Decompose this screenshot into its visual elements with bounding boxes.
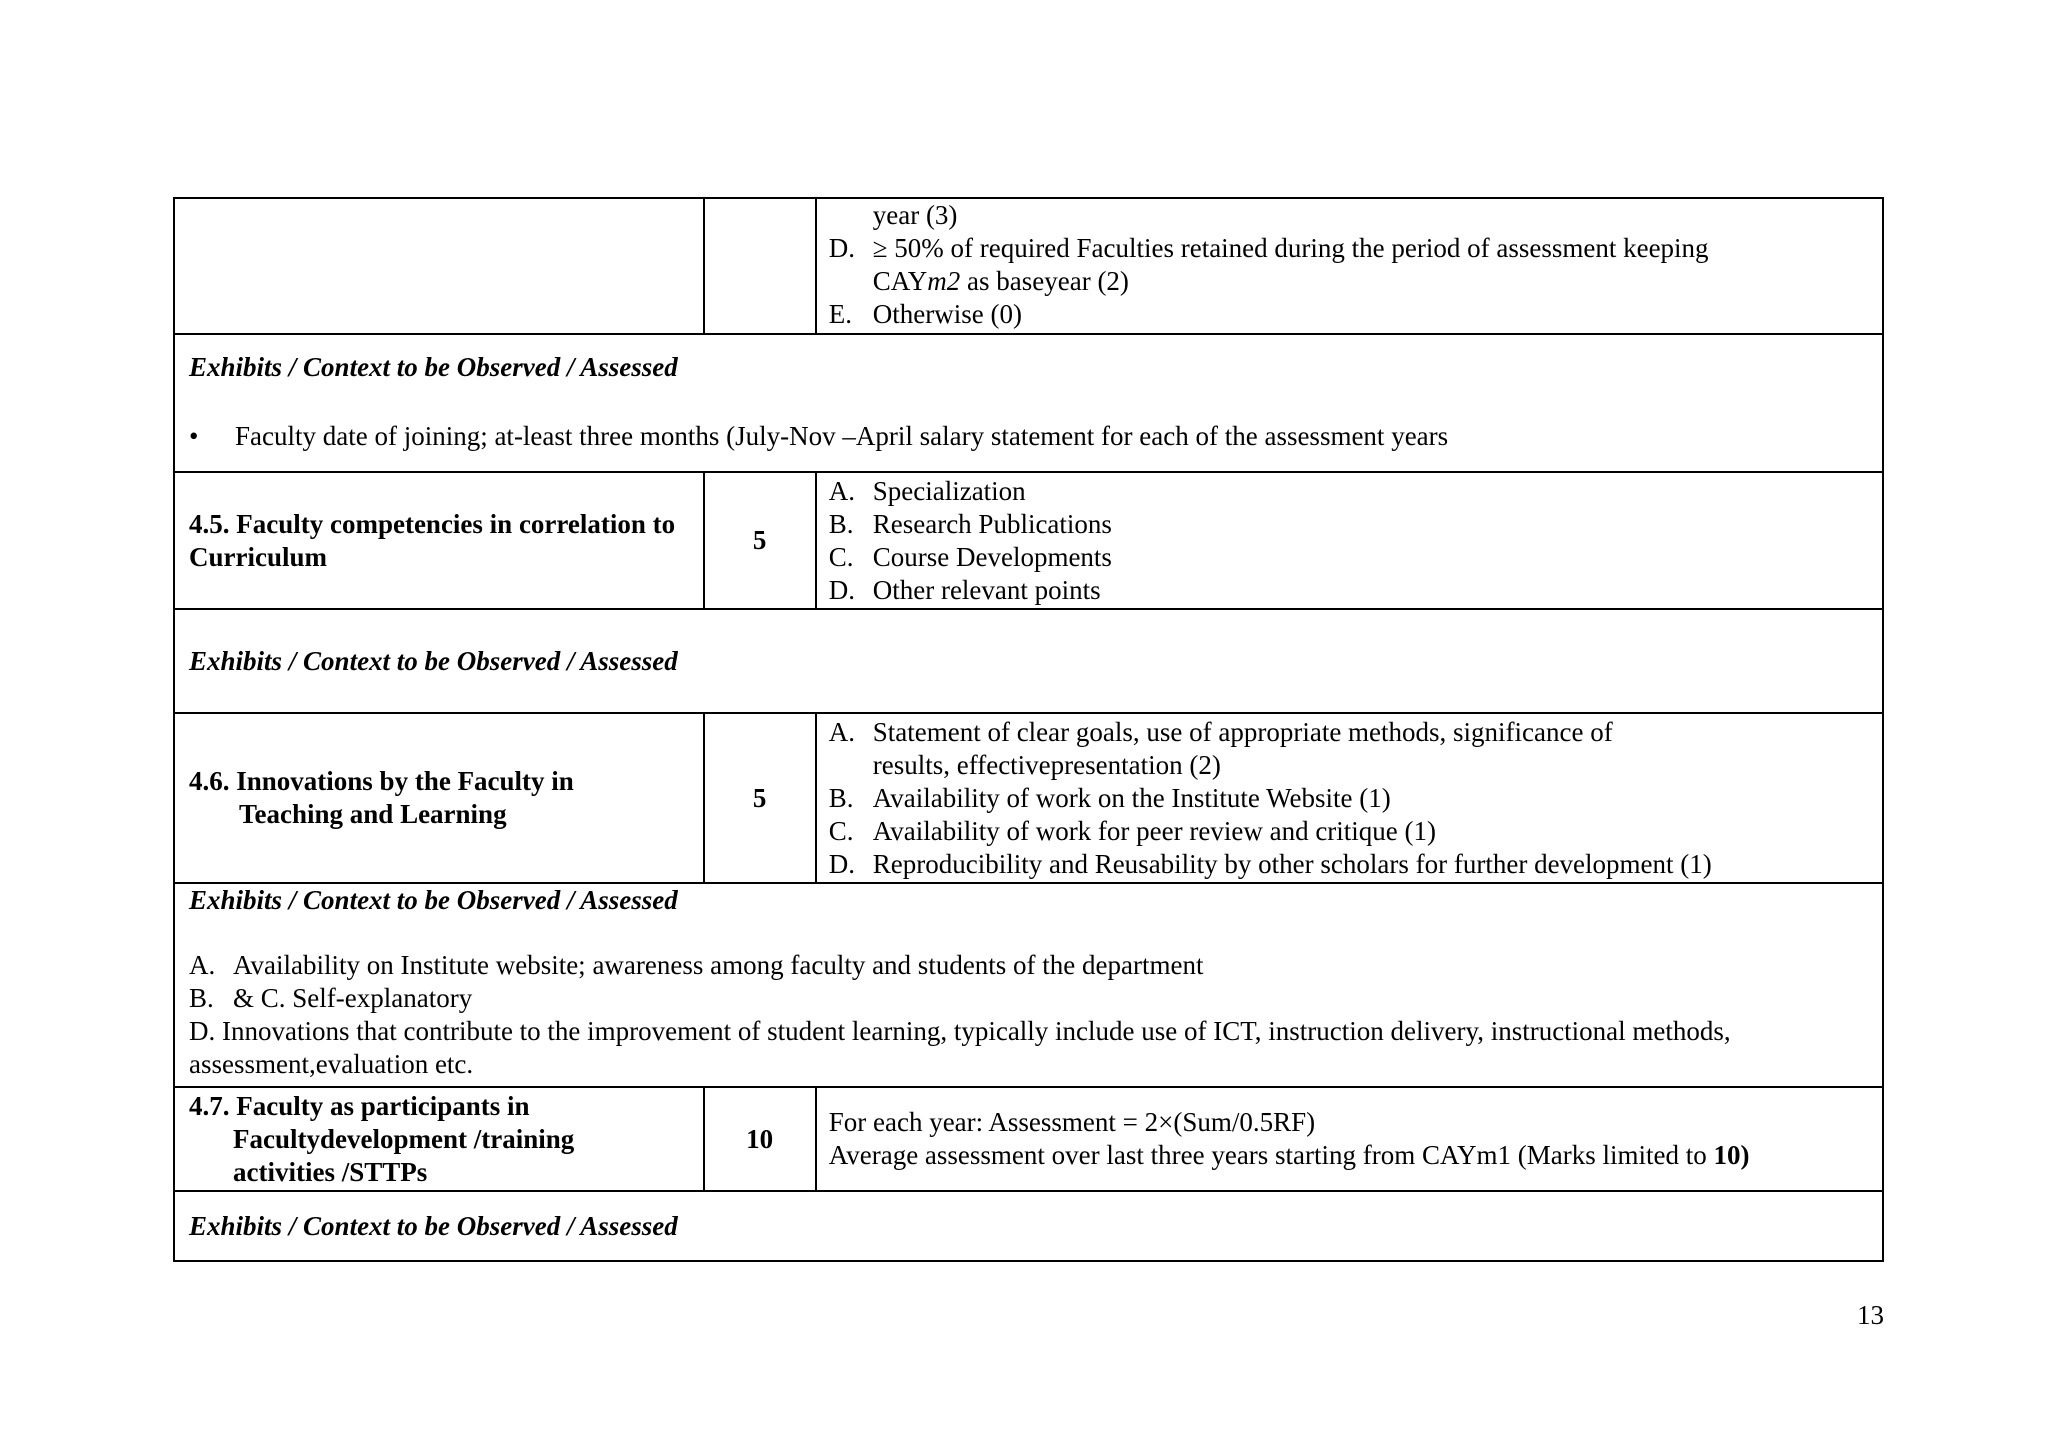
continuation-criteria-cell <box>816 198 1883 334</box>
exhibit-paragraph: D. Innovations that contribute to the improvement of student learning, typically include use of ICT, instruction delivery, instructional methods, assessment,evaluation etc. <box>189 1016 1731 1079</box>
item-label: A. <box>189 950 216 980</box>
section-4-7-title <box>174 1087 704 1191</box>
section-4-6-title <box>174 713 704 883</box>
item-label: E. <box>828 299 852 329</box>
exhibits-row <box>174 334 1883 472</box>
exhibits-heading: Exhibits / Context to be Observed / Assessed <box>189 885 678 915</box>
marks-limit: 10) <box>1713 1140 1750 1170</box>
page-number: 13 <box>1857 1300 1884 1330</box>
list-item <box>829 508 1870 541</box>
exhibits-row <box>174 1191 1883 1261</box>
item-text: Otherwise (0) <box>872 299 1022 329</box>
item-text: Research Publications <box>872 508 1112 539</box>
item-label: A. <box>828 475 855 506</box>
item-label <box>829 265 873 298</box>
item-text: results, effectivepresentation (2) <box>872 749 1221 780</box>
exhibits-heading: Exhibits / Context to be Observed / Assessed <box>189 1210 678 1241</box>
average-assessment-text: Average assessment over last three years starting from CAYm1 (Marks limited to <box>828 1140 1714 1170</box>
section-4-7-title-line1: 4.7. Faculty as participants in <box>189 1090 530 1121</box>
cay-suffix-italic: m2 <box>927 266 961 296</box>
item-text: & C. Self-explanatory <box>233 983 473 1013</box>
exhibits-row <box>174 883 1883 1087</box>
section-4-7-title-line2: Facultydevelopment /training <box>233 1123 575 1154</box>
item-text: Availability of work on the Institute Website (1) <box>872 782 1391 813</box>
exhibits-list <box>189 949 1868 1015</box>
list-item <box>829 815 1870 848</box>
assessment-formula: For each year: Assessment = 2×(Sum/0.5RF) <box>828 1107 1316 1137</box>
item-text: Course Developments <box>872 541 1112 572</box>
item-label: D. <box>828 233 855 263</box>
exhibits-cell <box>174 609 1883 713</box>
continuation-line: year (3) <box>872 200 958 230</box>
item-label: D. <box>828 574 855 605</box>
continuation-title-cell <box>174 198 704 334</box>
section-4-6-marks: 5 <box>704 713 816 883</box>
exhibits-list <box>189 420 1868 453</box>
section-4-7-criteria <box>816 1087 1883 1191</box>
exhibits-heading: Exhibits / Context to be Observed / Assessed <box>189 645 678 676</box>
section-4-5-criteria <box>816 472 1883 609</box>
item-label: B. <box>189 983 214 1013</box>
continuation-row <box>174 198 1883 334</box>
section-4-5-marks: 5 <box>704 472 816 609</box>
item-text: ≥ 50% of required Faculties retained during the period of assessment keeping <box>872 233 1709 263</box>
list-item <box>829 574 1870 607</box>
item-text: Statement of clear goals, use of appropriate methods, significance of <box>872 716 1613 747</box>
section-4-7-title-line3: activities /STTPs <box>233 1156 428 1187</box>
continuation-marks-cell <box>704 198 816 334</box>
item-label <box>829 749 873 782</box>
list-item <box>829 848 1870 881</box>
exhibits-heading: Exhibits / Context to be Observed / Assessed <box>189 352 678 382</box>
list-item <box>829 265 1870 298</box>
criteria-list <box>829 716 1870 881</box>
item-label: B. <box>828 782 854 813</box>
item-label: C. <box>828 541 854 572</box>
average-assessment <box>829 1139 1870 1172</box>
item-text: Other relevant points <box>872 574 1101 605</box>
section-4-6-title-line1: 4.6. Innovations by the Faculty in <box>189 766 574 796</box>
exhibit-text: Faculty date of joining; at-least three months (July-Nov –April salary statement for each of the assessment years <box>235 421 1449 451</box>
item-text: Availability on Institute website; awareness among faculty and students of the department <box>233 950 1204 980</box>
list-item <box>829 749 1870 782</box>
cay-prefix: CAY <box>872 266 928 296</box>
item-text <box>873 265 1870 298</box>
list-item <box>189 949 1868 982</box>
bullet-icon: • <box>189 421 199 451</box>
list-item <box>829 475 1870 508</box>
item-text: Specialization <box>872 475 1026 506</box>
section-4-5-title: 4.5. Faculty competencies in correlation to Curriculum <box>174 472 704 609</box>
list-item <box>829 716 1870 749</box>
list-item <box>829 541 1870 574</box>
list-item <box>189 420 1868 453</box>
assessment-table <box>173 197 1884 1262</box>
criteria-list <box>829 475 1870 607</box>
list-item <box>189 982 1868 1015</box>
item-label: A. <box>828 716 855 747</box>
item-text: Reproducibility and Reusability by other scholars for further development (1) <box>872 848 1712 879</box>
list-item <box>829 298 1870 331</box>
exhibits-cell <box>174 334 1883 472</box>
continuation-list <box>829 232 1870 331</box>
section-4-7-marks: 10 <box>704 1087 816 1191</box>
section-4-5-row <box>174 472 1883 609</box>
item-text: Availability of work for peer review and critique (1) <box>872 815 1437 846</box>
section-4-7-row <box>174 1087 1883 1191</box>
list-item <box>829 782 1870 815</box>
exhibits-cell <box>174 1191 1883 1261</box>
exhibits-row <box>174 609 1883 713</box>
section-4-6-criteria <box>816 713 1883 883</box>
cay-rest: as baseyear (2) <box>960 266 1129 296</box>
item-label: D. <box>828 848 855 879</box>
list-item <box>829 232 1870 265</box>
section-4-6-row <box>174 713 1883 883</box>
exhibits-cell <box>174 883 1883 1087</box>
item-label: B. <box>828 508 854 539</box>
section-4-6-title-line2: Teaching and Learning <box>239 799 507 829</box>
item-label: C. <box>828 815 854 846</box>
